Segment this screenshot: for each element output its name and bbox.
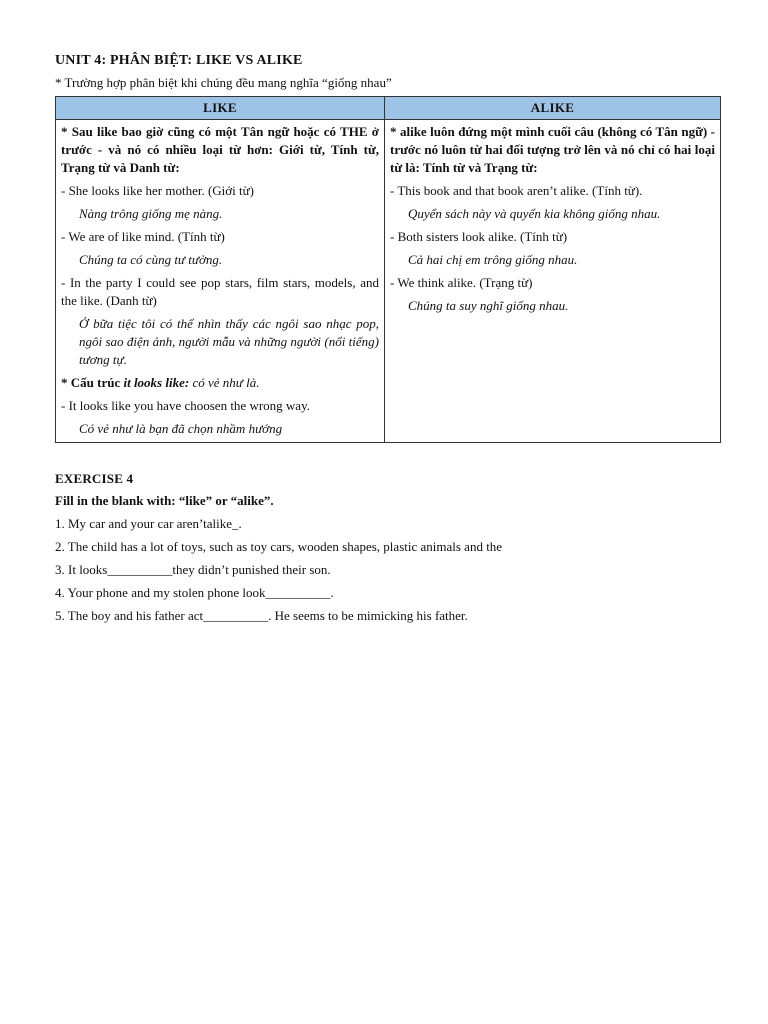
unit-subtitle: * Trường hợp phân biệt khi chúng đều mang nghĩa “giống nhau” bbox=[55, 75, 392, 90]
like-structure bbox=[61, 374, 379, 392]
exercise-question: 3. It looks__________they didn’t punished their son. bbox=[55, 562, 331, 577]
exercise-question: 5. The boy and his father act__________. He seems to be mimicking his father. bbox=[55, 608, 468, 623]
alike-translation-3: Chúng ta suy nghĩ giống nhau. bbox=[408, 298, 569, 313]
alike-example-3: - We think alike. (Trạng từ) bbox=[390, 275, 533, 290]
exercise-question: 2. The child has a lot of toys, such as toy cars, wooden shapes, plastic animals and the bbox=[55, 539, 503, 554]
exercise-instruction: Fill in the blank with: “like” or “alike”. bbox=[55, 493, 274, 508]
structure-prefix: * Cấu trúc bbox=[61, 375, 124, 390]
exercise-title: EXERCISE 4 bbox=[55, 471, 134, 486]
comparison-table bbox=[55, 96, 721, 443]
structure-meaning: có vẻ như là. bbox=[189, 375, 260, 390]
like-example-1: - She looks like her mother. (Giới từ) bbox=[61, 183, 255, 198]
like-example-2: - We are of like mind. (Tính từ) bbox=[61, 229, 225, 244]
exercise-section bbox=[55, 471, 720, 624]
like-structure-example: - It looks like you have choosen the wrong way. bbox=[61, 398, 310, 413]
alike-cell bbox=[385, 120, 721, 443]
like-structure-translation: Có vẻ như là bạn đã chọn nhầm hướng bbox=[79, 421, 283, 436]
alike-translation-1: Quyển sách này và quyển kia không giống nhau. bbox=[408, 206, 661, 221]
like-translation-2: Chúng ta có cùng tư tưởng. bbox=[79, 252, 223, 267]
unit-title: UNIT 4: PHÂN BIỆT: LIKE VS ALIKE bbox=[55, 53, 303, 68]
header-alike: ALIKE bbox=[385, 97, 721, 120]
like-translation-1: Nàng trông giống mẹ nàng. bbox=[79, 206, 223, 221]
document-page bbox=[55, 53, 720, 624]
exercise-question: 4. Your phone and my stolen phone look__________. bbox=[55, 585, 334, 600]
alike-rule: * alike luôn đứng một mình cuối câu (không có Tân ngữ) - trước nó luôn từ hai đối tượng trở lên và nó chỉ có hai loại từ là: Tính từ và Trạng từ: bbox=[390, 124, 715, 175]
exercise-question: 1. My car and your car aren’talike_. bbox=[55, 516, 242, 531]
like-translation-3: Ở bữa tiệc tôi có thể nhìn thấy các ngôi sao nhạc pop, ngôi sao điện ảnh, người mẫu và những người (nổi tiếng) tương tự. bbox=[79, 316, 379, 367]
alike-example-1: - This book and that book aren’t alike. (Tính từ). bbox=[390, 183, 643, 198]
table-body-row bbox=[56, 120, 721, 443]
header-like: LIKE bbox=[56, 97, 385, 120]
like-example-3: - In the party I could see pop stars, film stars, models, and the like. (Danh từ) bbox=[61, 275, 379, 308]
like-cell bbox=[56, 120, 385, 443]
alike-translation-2: Cả hai chị em trông giống nhau. bbox=[408, 252, 578, 267]
like-rule: * Sau like bao giờ cũng có một Tân ngữ hoặc có THE ở trước - và nó có nhiều loại từ hơn: Giới từ, Tính từ, Trạng từ và Danh từ: bbox=[61, 124, 379, 175]
table-header-row bbox=[56, 97, 721, 120]
structure-term: it looks like: bbox=[123, 375, 190, 390]
alike-example-2: - Both sisters look alike. (Tính từ) bbox=[390, 229, 568, 244]
